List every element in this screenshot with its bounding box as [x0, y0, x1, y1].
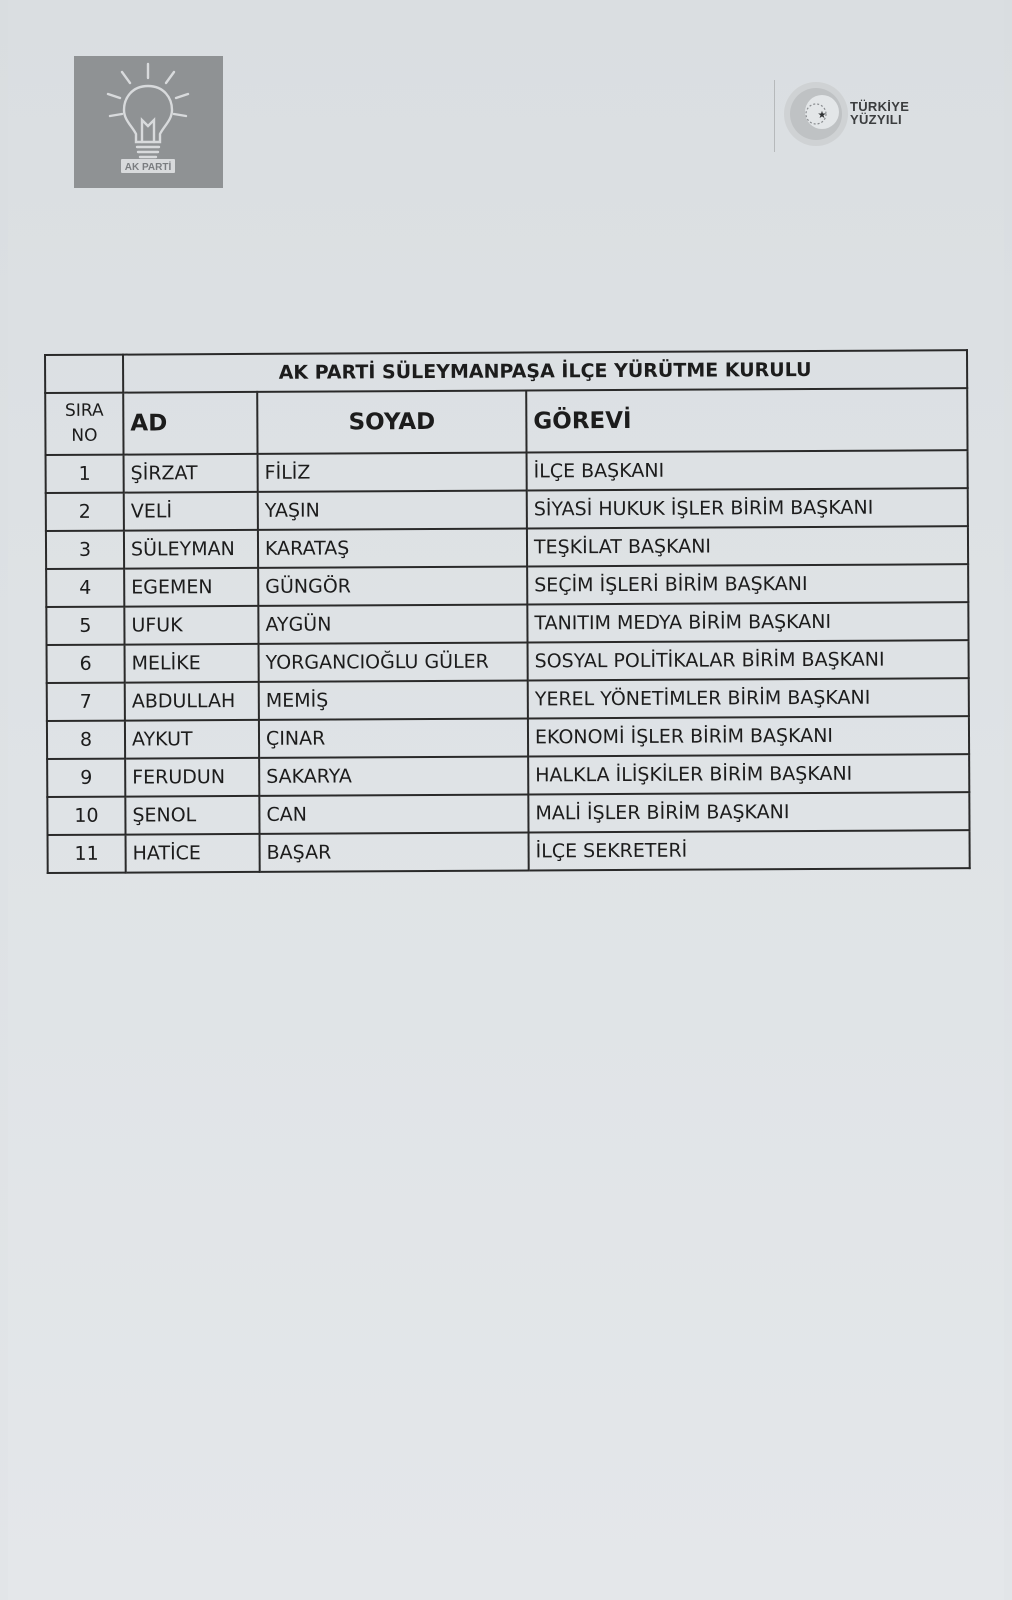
role-cell: EKONOMİ İŞLER BİRİM BAŞKANI [528, 716, 969, 756]
first-name-cell: ŞENOL [125, 796, 259, 835]
table-body [46, 450, 970, 873]
header-no: NO [71, 425, 98, 446]
table-row [46, 488, 968, 531]
header-sira: SIRA [64, 400, 104, 421]
row-number: 1 [46, 455, 124, 493]
row-number: 3 [46, 531, 124, 569]
document-page [8, 0, 1004, 1600]
header-gorevi: GÖREVİ [526, 388, 967, 452]
row-number: 11 [48, 835, 126, 873]
role-cell: HALKLA İLİŞKİLER BİRİM BAŞKANI [528, 754, 969, 794]
role-cell: İLÇE BAŞKANI [527, 450, 968, 490]
last-name-cell: KARATAŞ [258, 528, 527, 567]
last-name-cell: YAŞIN [258, 490, 527, 529]
turkiye-yuzyili-text [850, 100, 909, 126]
committee-table [44, 349, 971, 874]
last-name-cell: MEMİŞ [259, 680, 528, 719]
last-name-cell: SAKARYA [259, 756, 528, 795]
logo-line-1: TÜRKİYE [850, 99, 910, 114]
role-cell: TEŞKİLAT BAŞKANI [527, 526, 968, 566]
last-name-cell: ÇINAR [259, 718, 528, 757]
first-name-cell: FERUDUN [125, 758, 259, 797]
table-row [46, 450, 968, 493]
first-name-cell: AYKUT [125, 720, 259, 759]
first-name-cell: UFUK [124, 606, 258, 645]
header-ad: AD [123, 392, 257, 455]
ak-parti-logo [74, 56, 223, 188]
row-number: 5 [46, 607, 124, 645]
role-cell: SOSYAL POLİTİKALAR BİRİM BAŞKANI [528, 640, 969, 680]
last-name-cell: YORGANCIOĞLU GÜLER [259, 642, 528, 681]
role-cell: YEREL YÖNETİMLER BİRİM BAŞKANI [528, 678, 969, 718]
table-row [46, 564, 968, 607]
first-name-cell: HATİCE [126, 834, 260, 873]
svg-text:★: ★ [817, 110, 827, 121]
row-number: 7 [47, 683, 125, 721]
first-name-cell: EGEMEN [124, 568, 258, 607]
last-name-cell: AYGÜN [258, 604, 527, 643]
role-cell: SİYASİ HUKUK İŞLER BİRİM BAŞKANI [527, 488, 968, 528]
logo-divider [774, 80, 775, 152]
first-name-cell: ŞİRZAT [124, 454, 258, 493]
empty-corner-cell [45, 355, 123, 393]
turkiye-yuzyili-logo [774, 80, 934, 160]
row-number: 6 [47, 645, 125, 683]
table-row [46, 602, 968, 645]
row-number: 4 [46, 569, 124, 607]
last-name-cell: CAN [259, 794, 528, 833]
role-cell: İLÇE SEKRETERİ [529, 830, 970, 870]
header-sira-no [45, 393, 123, 455]
table-row [47, 640, 969, 683]
first-name-cell: SÜLEYMAN [124, 530, 258, 569]
table-row [47, 754, 969, 797]
table-row [48, 830, 970, 873]
logo-line-2: YÜZYILI [850, 112, 902, 127]
role-cell: TANITIM MEDYA BİRİM BAŞKANI [527, 602, 968, 642]
header-soyad: SOYAD [257, 390, 526, 453]
table-row [47, 716, 969, 759]
table-title-row [45, 350, 967, 393]
role-cell: SEÇİM İŞLERİ BİRİM BAŞKANI [527, 564, 968, 604]
table-title: AK PARTİ SÜLEYMANPAŞA İLÇE YÜRÜTME KURULU [123, 350, 967, 392]
row-number: 2 [46, 493, 124, 531]
row-number: 8 [47, 721, 125, 759]
role-cell: MALİ İŞLER BİRİM BAŞKANI [528, 792, 969, 832]
first-name-cell: VELİ [124, 492, 258, 531]
crescent-star-icon [778, 74, 848, 154]
svg-text:AK PARTİ: AK PARTİ [124, 162, 172, 173]
last-name-cell: FİLİZ [258, 452, 527, 491]
first-name-cell: ABDULLAH [125, 682, 259, 721]
table-header-row [45, 388, 967, 455]
lightbulb-icon [74, 56, 223, 188]
table-row [47, 792, 969, 835]
first-name-cell: MELİKE [125, 644, 259, 683]
row-number: 9 [47, 759, 125, 797]
table-row [46, 526, 968, 569]
last-name-cell: GÜNGÖR [258, 566, 527, 605]
row-number: 10 [47, 797, 125, 835]
last-name-cell: BAŞAR [260, 832, 529, 871]
table-row [47, 678, 969, 721]
